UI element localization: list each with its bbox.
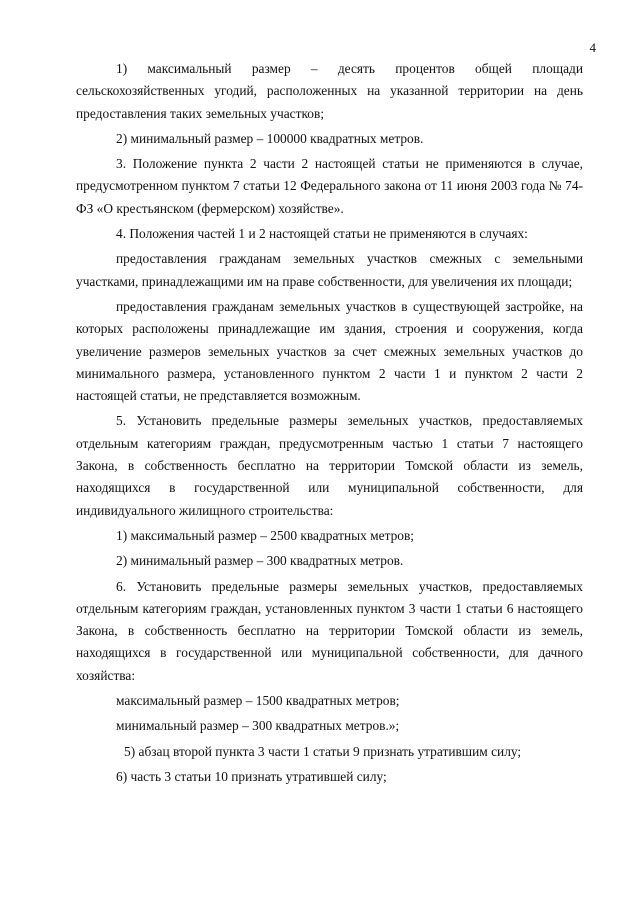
paragraph: 2) минимальный размер – 100000 квадратных метров. (116, 130, 424, 146)
paragraph: 5) абзац второй пункта 3 части 1 статьи 9 признать утратившим силу; (124, 743, 522, 759)
paragraph: 6. Установить предельные размеры земельных участков, предоставляемых отдельным категориям граждан, установленных пунктом 3 части 1 статьи 6 настоящего Закона, в собственность бесплатно на территории Томской области из земель, находящихся в государственной или муниципальной собственности, для дачного хозяйства: (76, 578, 583, 683)
paragraph: 1) максимальный размер – 2500 квадратных метров; (116, 527, 415, 543)
paragraph: 5. Установить предельные размеры земельных участков, предоставляемых отдельным категориям граждан, предусмотренным частью 1 статьи 7 настоящего Закона, в собственность бесплатно на территории Томской области из земель, находящихся в государственной или муниципальной собственности, для индивидуального жилищного строительства: (76, 413, 583, 518)
paragraph: предоставления гражданам земельных участков в существующей застройке, на которых расположены принадлежащие им здания, строения и сооружения, когда увеличение размеров земельных участков за счет смежных земельных участков до минимального размера, установленного пунктом 2 части 1 и пунктом 2 части 2 настоящей статьи, не представляется возможным. (76, 298, 583, 404)
paragraph: 3. Положение пункта 2 части 2 настоящей статьи не применяются в случае, предусмотренном пунктом 7 статьи 12 Федерального закона от 11 июня 2003 года № 74-ФЗ «О крестьянском (фермерском) хозяйстве». (76, 156, 583, 216)
paragraph: предоставления гражданам земельных участков смежных с земельными участками, принадлежащими им на праве собственности, для увеличения их площади; (76, 251, 583, 289)
page-number: 4 (589, 40, 596, 55)
paragraph: 6) часть 3 статьи 10 признать утратившей силу; (116, 768, 387, 784)
paragraph: 2) минимальный размер – 300 квадратных метров. (116, 553, 404, 569)
paragraph: максимальный размер – 1500 квадратных метров; (116, 693, 400, 709)
paragraph: 4. Положения частей 1 и 2 настоящей статьи не применяются в случаях: (116, 226, 528, 242)
paragraph: 1) максимальный размер – десять процентов общей площади сельскохозяйственных угодий, расположенных на указанной территории на день предоставления таких земельных участков; (76, 61, 583, 121)
document-body (76, 58, 583, 788)
paragraph: минимальный размер – 300 квадратных метров.»; (116, 718, 400, 734)
